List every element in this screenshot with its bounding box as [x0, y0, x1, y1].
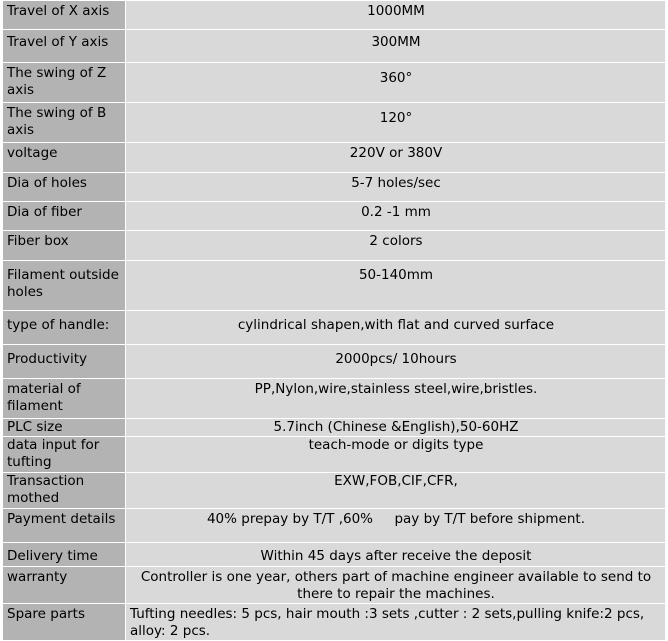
table-row: [3, 437, 666, 473]
row-value: 40% prepay by T/T ,60% pay by T/T before shipment.: [126, 509, 666, 543]
row-label: Fiber box: [3, 231, 126, 261]
row-value: 120°: [126, 103, 666, 143]
row-value: EXW,FOB,CIF,CFR,: [126, 473, 666, 509]
row-label: Spare parts: [3, 604, 126, 641]
table-row: [3, 473, 666, 509]
row-value: 5-7 holes/sec: [126, 173, 666, 202]
row-label: The swing of B axis: [3, 103, 126, 143]
row-value: 300MM: [126, 30, 666, 63]
row-value: 5.7inch (Chinese &English),50-60HZ: [126, 419, 666, 437]
row-value: Within 45 days after receive the deposit: [126, 543, 666, 567]
row-label: Dia of fiber: [3, 202, 126, 231]
table-row: [3, 543, 666, 567]
table-row: [3, 1, 666, 30]
row-label: data input for tufting: [3, 437, 126, 473]
row-value: 1000MM: [126, 1, 666, 30]
row-label: Travel of X axis: [3, 1, 126, 30]
row-label: Dia of holes: [3, 173, 126, 202]
row-value: Controller is one year, others part of machine engineer available to send to there to repair the machines.: [126, 567, 666, 604]
row-value: cylindrical shapen,with flat and curved surface: [126, 311, 666, 345]
table-row: [3, 63, 666, 103]
row-value: 2 colors: [126, 231, 666, 261]
table-row: [3, 379, 666, 419]
table-row: [3, 202, 666, 231]
row-value: 220V or 380V: [126, 143, 666, 173]
table-row: [3, 103, 666, 143]
table-row: [3, 509, 666, 543]
row-label: Filament outside holes: [3, 261, 126, 311]
row-label: Transaction mothed: [3, 473, 126, 509]
table-row: [3, 143, 666, 173]
table-row: [3, 419, 666, 437]
row-value: 360°: [126, 63, 666, 103]
table-row: [3, 30, 666, 63]
table-row: [3, 311, 666, 345]
table-row: [3, 261, 666, 311]
row-value: 50-140mm: [126, 261, 666, 311]
row-label: warranty: [3, 567, 126, 604]
table-row: [3, 604, 666, 641]
row-label: Delivery time: [3, 543, 126, 567]
table-row: [3, 231, 666, 261]
row-label: type of handle:: [3, 311, 126, 345]
spec-table: [2, 0, 666, 641]
table-row: [3, 173, 666, 202]
row-value: PP,Nylon,wire,stainless steel,wire,bristles.: [126, 379, 666, 419]
row-label: The swing of Z axis: [3, 63, 126, 103]
row-label: voltage: [3, 143, 126, 173]
row-label: Productivity: [3, 345, 126, 379]
row-label: material of filament: [3, 379, 126, 419]
row-label: Travel of Y axis: [3, 30, 126, 63]
row-value: Tufting needles: 5 pcs, hair mouth :3 sets ,cutter : 2 sets,pulling knife:2 pcs, alloy: 2 pcs.: [126, 604, 666, 641]
row-label: PLC size: [3, 419, 126, 437]
table-row: [3, 567, 666, 604]
table-row: [3, 345, 666, 379]
row-value: 2000pcs/ 10hours: [126, 345, 666, 379]
row-value: teach-mode or digits type: [126, 437, 666, 473]
row-value: 0.2 -1 mm: [126, 202, 666, 231]
row-label: Payment details: [3, 509, 126, 543]
